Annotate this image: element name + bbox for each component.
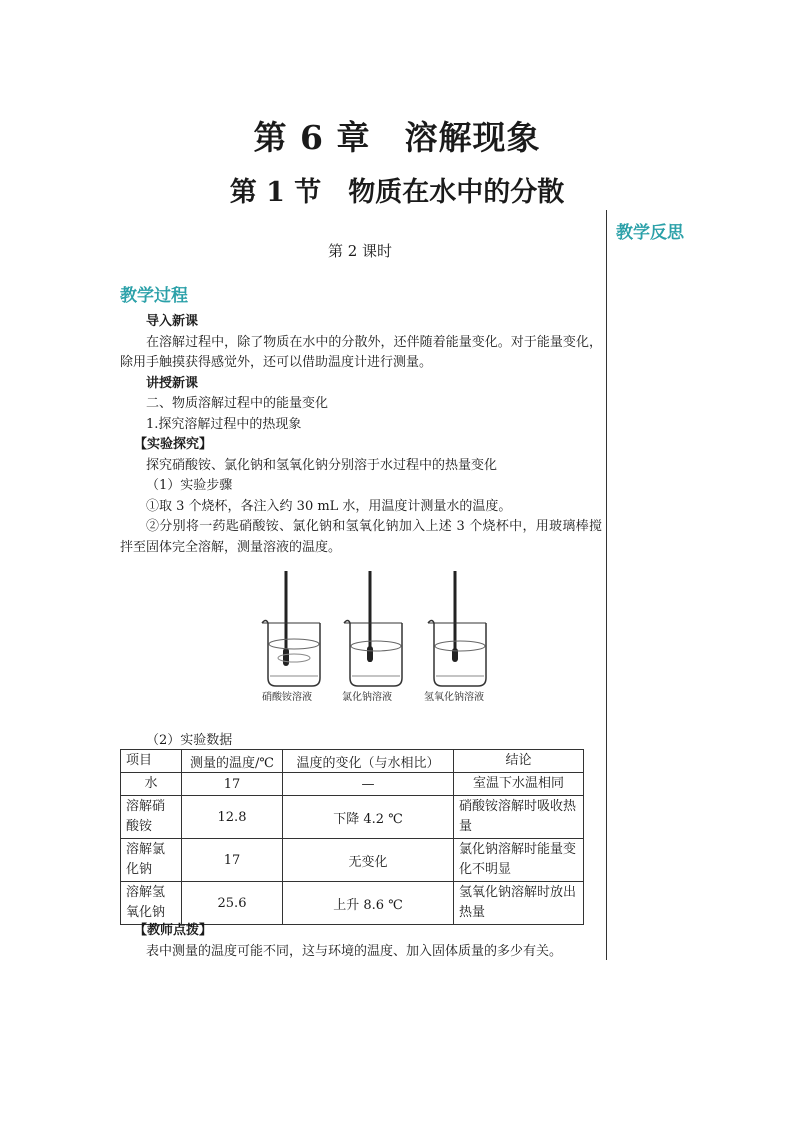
- header-conclusion: 结论: [454, 750, 584, 773]
- beaker-figure: [256, 566, 496, 706]
- data-table: [120, 749, 584, 925]
- cell-change: 下降 4.2 ℃: [283, 796, 454, 839]
- beaker-1: [262, 571, 320, 686]
- teacher-tip-text: 表中测量的温度可能不同，这与环境的温度、加入固体质量的多少有关。: [146, 944, 563, 959]
- main-text: [120, 312, 602, 558]
- cell-item: 溶解氯化钠: [121, 839, 182, 882]
- cell-temp: 17: [182, 773, 283, 796]
- reflection-title: 教学反思: [616, 223, 684, 243]
- cell-change: 上升 8.6 ℃: [283, 882, 454, 925]
- section-title: 第 1 节 物质在水中的分散: [229, 177, 565, 208]
- figure-label-2: 氯化钠溶液: [342, 692, 392, 703]
- cell-item: 溶解氢氧化钠: [121, 882, 182, 925]
- intro-heading: 导入新课: [146, 314, 199, 329]
- step-2: ②分别将一药匙硝酸铵、氯化钠和氢氧化钠加入上述 3 个烧杯中，用玻璃棒搅拌至固体完全溶解，测量溶液的温度。: [120, 519, 602, 555]
- cell-temp: 12.8: [182, 796, 283, 839]
- cell-conclusion: 氢氧化钠溶解时放出热量: [454, 882, 584, 925]
- column-divider: [606, 210, 607, 960]
- lecture-heading: 讲授新课: [146, 375, 199, 391]
- beaker-3: [428, 571, 486, 686]
- beaker-2: [344, 571, 402, 686]
- figure-label-3: 氢氧化钠溶液: [424, 692, 484, 703]
- lecture-topic: 1.探究溶解过程中的热现象: [146, 416, 302, 432]
- header-change: 温度的变化（与水相比）: [283, 750, 454, 773]
- cell-change: 无变化: [283, 839, 454, 882]
- teacher-tip: [120, 920, 602, 962]
- intro-text: 在溶解过程中，除了物质在水中的分散外，还伴随着能量变化。对于能量变化，除用手触摸获得感觉外，还可以借助温度计进行测量。: [120, 334, 602, 370]
- cell-item: 水: [121, 773, 182, 796]
- experiment-tag: 【实验探究】: [134, 437, 213, 452]
- process-title: 教学过程: [120, 286, 188, 306]
- data-caption: （2）实验数据: [146, 733, 233, 748]
- table-row: [121, 773, 584, 796]
- cell-temp: 17: [182, 839, 283, 882]
- table-row: [121, 796, 584, 839]
- cell-conclusion: 氯化钠溶解时能量变化不明显: [454, 839, 584, 882]
- table-row: [121, 882, 584, 925]
- cell-conclusion: 硝酸铵溶解时吸收热量: [454, 796, 584, 839]
- cell-temp: 25.6: [182, 882, 283, 925]
- lesson-label: 第 2 课时: [327, 242, 393, 260]
- experiment-text: 探究硝酸铵、氯化钠和氢氧化钠分别溶于水过程中的热量变化: [146, 457, 498, 473]
- chapter-title: 第 6 章 溶解现象: [253, 118, 541, 157]
- header-item: 项目: [121, 750, 182, 773]
- cell-change: —: [283, 773, 454, 796]
- table-row: [121, 839, 584, 882]
- step-title: （1）实验步骤: [146, 478, 233, 493]
- lecture-subheading: 二、物质溶解过程中的能量变化: [146, 396, 329, 411]
- header-temp: 测量的温度/℃: [182, 750, 283, 773]
- figure-label-1: 硝酸铵溶液: [262, 692, 312, 703]
- cell-item: 溶解硝酸铵: [121, 796, 182, 839]
- step-1: ①取 3 个烧杯，各注入约 30 mL 水，用温度计测量水的温度。: [146, 498, 512, 514]
- cell-conclusion: 室温下水温相同: [454, 773, 584, 796]
- table-header-row: [121, 750, 584, 773]
- teacher-tip-tag: 【教师点拨】: [134, 923, 213, 938]
